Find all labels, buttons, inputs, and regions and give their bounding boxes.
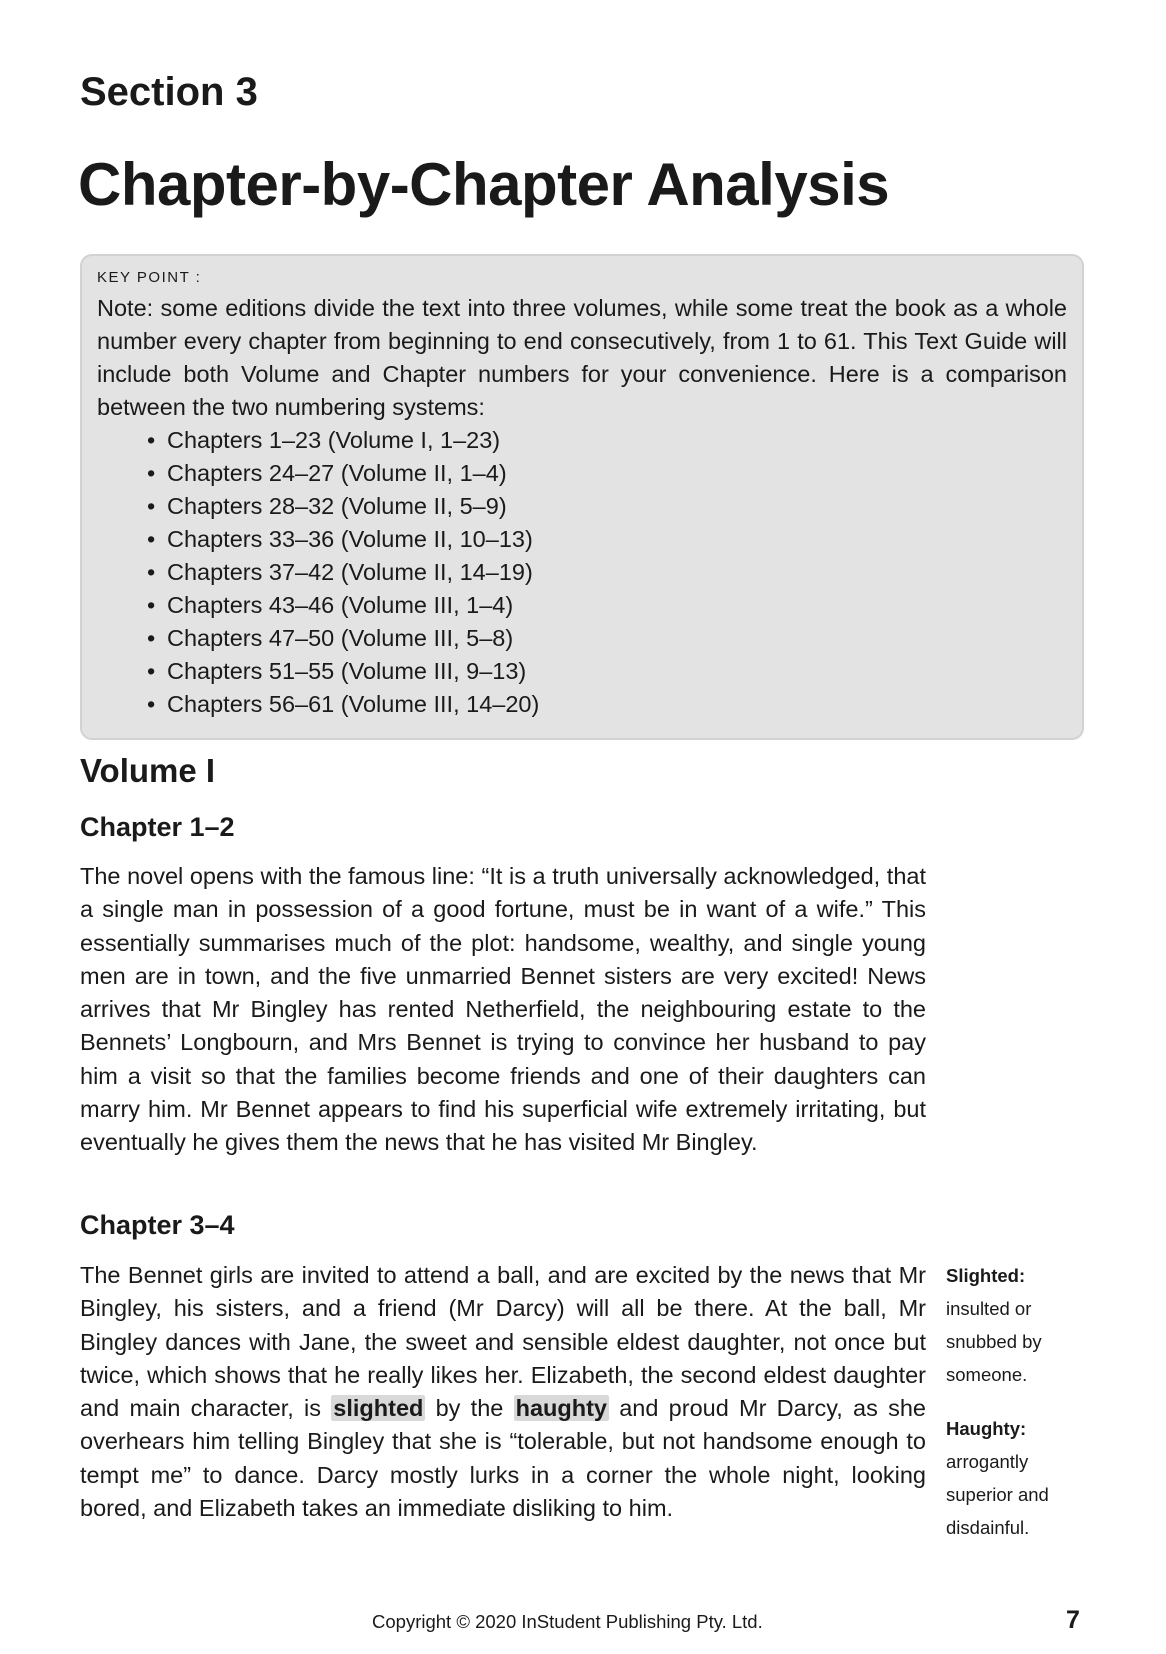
glossary-entry-haughty <box>946 1412 1086 1544</box>
list-item: • Chapters 24–27 (Volume II, 1–4) <box>147 457 1067 490</box>
highlighted-term-slighted: slighted <box>333 1395 424 1422</box>
chapter-1-2-text: The novel opens with the famous line: “It is a truth universally acknowledged, that a single man in possession of a good fortune, must be in want of a wife.” This essentially summarises much of the plot: handsome, wealthy, and single young men are in town, and the five unmarried Bennet sisters are very excited! News arrives that Mr Bingley has rented Netherfield, the neighbouring estate to the Bennets’ Longbourn, and Mrs Bennet is trying to convince her husband to pay him a visit so that the families become friends and one of their daughters can marry him. Mr Bennet appears to find his superficial wife extremely irritating, but eventually he gives them the news that he has visited Mr Bingley. <box>80 863 926 1156</box>
volume-heading: Volume I <box>80 752 216 789</box>
chapter-3-4-text-part2: by the <box>425 1395 514 1422</box>
chapter-3-4-text-part1: The Bennet girls are invited to attend a ball, and are excited by the news that Mr Bingley, his sisters, and a friend (Mr Darcy) will all be there. At the ball, Mr Bingley dances with Jane, the sweet and sensible eldest daughter, not once but twice, which shows that he really likes her. Elizabeth, the second eldest daughter and main character, is <box>80 1262 926 1422</box>
glossary-term: Haughty: <box>946 1418 1027 1439</box>
glossary-definition: insulted or snubbed by someone. <box>946 1298 1042 1385</box>
glossary-entry-slighted <box>946 1259 1086 1391</box>
chapter-3-4-text <box>80 1259 926 1525</box>
page-title: Chapter-by-Chapter Analysis <box>78 151 890 218</box>
page-number: 7 <box>1066 1606 1080 1634</box>
list-item: • Chapters 37–42 (Volume II, 14–19) <box>147 556 1067 589</box>
key-point-label: KEY POINT : <box>97 269 202 286</box>
list-item: • Chapters 43–46 (Volume III, 1–4) <box>147 589 1067 622</box>
key-point-box <box>80 254 1084 740</box>
list-item: • Chapters 56–61 (Volume III, 14–20) <box>147 688 1067 721</box>
footer-copyright: Copyright © 2020 InStudent Publishing Pty. Ltd. <box>372 1611 763 1632</box>
list-item: • Chapters 1–23 (Volume I, 1–23) <box>147 424 1067 457</box>
glossary-definition: arrogantly superior and disdainful. <box>946 1451 1049 1538</box>
chapter-3-4-heading: Chapter 3–4 <box>80 1210 235 1240</box>
glossary-term: Slighted: <box>946 1265 1026 1286</box>
list-item: • Chapters 51–55 (Volume III, 9–13) <box>147 655 1067 688</box>
list-item: • Chapters 33–36 (Volume II, 10–13) <box>147 523 1067 556</box>
key-point-text: Note: some editions divide the text into three volumes, while some treat the book as a whole number every chapter from beginning to end consecutively, from 1 to 61. This Text Guide will include both Volume and Chapter numbers for your convenience. Here is a comparison between the two numbering systems: <box>97 295 1067 420</box>
chapter-mapping-list <box>97 424 1067 721</box>
chapter-3-4-text-part3: and proud Mr Darcy, as she overhears him telling Bingley that she is “tolerable, but not handsome enough to tempt me” to dance. Darcy mostly lurks in a corner the whole night, looking bored, and Elizabeth takes an immediate disliking to him. <box>80 1395 927 1522</box>
list-item: • Chapters 47–50 (Volume III, 5–8) <box>147 622 1067 655</box>
chapter-1-2-heading: Chapter 1–2 <box>80 812 235 842</box>
section-label: Section 3 <box>80 70 258 114</box>
highlighted-term-haughty: haughty <box>515 1395 607 1422</box>
list-item: • Chapters 28–32 (Volume II, 5–9) <box>147 490 1067 523</box>
